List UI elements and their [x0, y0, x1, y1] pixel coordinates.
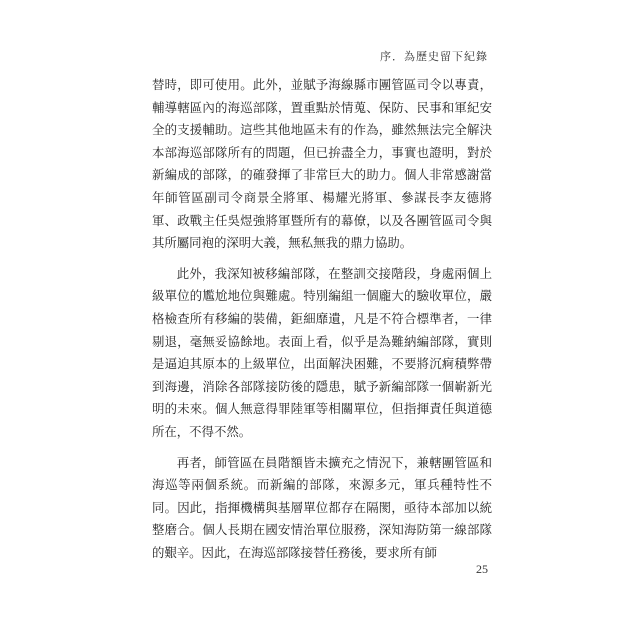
running-header: 序．為歷史留下紀錄 — [380, 50, 488, 63]
page-number: 25 — [476, 562, 488, 576]
body-text — [152, 74, 492, 564]
paragraph-2: 此外，我深知被移編部隊，在整訓交接階段，身處兩個上級單位的尷尬地位與難處。特別編組一個龐大的驗收單位，嚴格檢查所有移編的裝備，鉅細靡遺，凡是不符合標準者，一律剔退，毫無妥協餘地。表面上看，似乎是為難納編部隊，實則是逼迫其原本的上級單位，出面解決困難，不要將沉痾積弊帶到海邊，消除各部隊接防後的隱患，賦予新編部隊一個嶄新光明的未來。個人無意得罪陸軍等相關單位，但指揮責任與道德所在，不得不然。 — [152, 265, 492, 439]
paragraph-3: 再者，師管區在員階額皆未擴充之情況下，兼轄團管區和海巡等兩個系統。而新編的部隊，來源多元，軍兵種特性不同。因此，指揮機構與基層單位都存在隔閡，亟待本部加以統整磨合。個人長期在國安情治單位服務，深知海防第一線部隊的艱辛。因此，在海巡部隊接替任務後，要求所有師 — [152, 454, 492, 560]
paragraph-1: 替時，即可使用。此外，並賦予海線縣市團管區司令以專責，輔導轄區內的海巡部隊，置重點於情蒐、保防、民事和軍紀安全的支援輔助。這些其他地區未有的作為，雖然無法完全解決本部海巡部隊所有的問題，但已拚盡全力，事實也證明，對於新編成的部隊，的確發揮了非常巨大的助力。個人非常感謝當年師管區副司令商景全將軍、楊耀光將軍、參謀長李友德將軍、政戰主任吳煜強將軍暨所有的幕僚，以及各團管區司令與其所屬同袍的深明大義，無私無我的鼎力協助。 — [152, 77, 492, 251]
